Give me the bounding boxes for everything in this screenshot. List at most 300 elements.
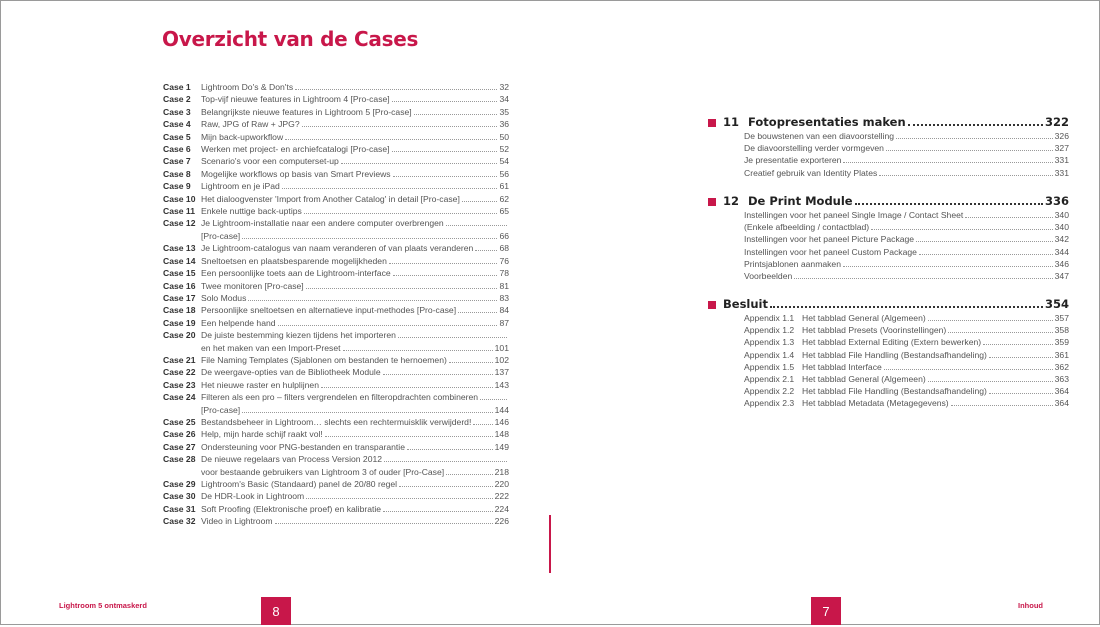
case-title: Het nieuwe raster en hulplijnen <box>201 379 319 390</box>
entry-page: 364 <box>1054 386 1069 397</box>
entry-page: 326 <box>1054 131 1069 141</box>
case-line <box>201 205 509 217</box>
case-entry <box>163 193 509 205</box>
case-list <box>163 81 509 528</box>
entry-title: Het tabblad Interface <box>802 361 882 372</box>
entry-page: 358 <box>1054 325 1069 336</box>
case-title: De nieuwe regelaars van Process Version 2012 <box>201 454 383 465</box>
case-label: Case 6 <box>163 144 191 155</box>
case-line <box>201 379 509 391</box>
chapter-number: 11 <box>723 115 740 129</box>
center-divider <box>549 515 551 573</box>
case-entry <box>163 255 509 267</box>
entry-page: 344 <box>1054 246 1069 257</box>
case-body <box>201 441 509 453</box>
entry-page: 347 <box>1054 271 1069 282</box>
toc-entry <box>708 209 1069 221</box>
case-title: Lightroom Do's & Don'ts <box>201 82 294 92</box>
case-line <box>201 404 509 416</box>
case-title: Ondersteuning voor PNG-bestanden en transparantie <box>201 441 405 452</box>
case-line <box>201 428 509 440</box>
case-entry <box>163 329 509 354</box>
dot-leader <box>389 263 498 264</box>
case-entry <box>163 304 509 316</box>
dot-leader <box>242 238 497 239</box>
case-line <box>201 441 509 453</box>
case-page: 62 <box>499 193 509 204</box>
chapter-block <box>708 297 1069 410</box>
case-body <box>201 267 509 279</box>
dot-leader <box>462 201 498 202</box>
case-body <box>201 416 509 428</box>
toc-entry <box>708 324 1069 336</box>
case-entry <box>163 205 509 217</box>
case-title: [Pro-case] <box>201 230 241 241</box>
dot-leader <box>343 350 493 351</box>
case-body <box>201 242 509 254</box>
case-title: De HDR-Look in Lightroom <box>201 491 305 502</box>
toc-entry <box>708 397 1069 409</box>
dot-leader <box>928 381 1053 382</box>
case-body <box>201 155 509 167</box>
case-label: Case 26 <box>163 429 196 440</box>
case-body <box>201 292 509 304</box>
case-line <box>201 490 509 502</box>
entry-page: 361 <box>1054 349 1069 360</box>
case-page: 144 <box>494 404 509 415</box>
chapter-page: 354 <box>1044 297 1069 311</box>
case-page: 220 <box>494 479 509 489</box>
case-body <box>201 255 509 267</box>
entry-page: 364 <box>1054 398 1069 409</box>
dot-leader <box>480 399 507 400</box>
case-page: 137 <box>494 367 509 378</box>
entry-page: 359 <box>1054 337 1069 348</box>
dot-leader <box>989 357 1053 358</box>
chapter-number: 12 <box>723 194 740 208</box>
case-title: Lightroom's Basic (Standaard) panel de 20/80 regel <box>201 479 398 489</box>
case-line <box>201 292 509 304</box>
dot-leader <box>306 498 492 499</box>
case-entry <box>163 93 509 105</box>
case-title: Werken met project- en archiefcatalogi [Pro-case] <box>201 144 390 155</box>
case-entry <box>163 428 509 440</box>
case-page: 81 <box>499 280 509 291</box>
case-title: Filteren als een pro – filters vergrendelen en filteropdrachten combineren <box>201 392 479 403</box>
entry-title: Het tabblad External Editing (Extern bewerken) <box>802 337 982 348</box>
dot-leader <box>446 225 507 226</box>
dot-leader <box>341 163 498 164</box>
entry-title: Instellingen voor het paneel Picture Package <box>744 234 915 245</box>
toc-entry <box>708 130 1069 142</box>
chapter-title: Fotopresentaties maken <box>748 115 906 129</box>
dot-leader <box>989 393 1053 394</box>
dot-leader <box>884 369 1053 370</box>
appendix-label: Appendix 1.5 <box>744 361 795 372</box>
case-line <box>201 515 509 527</box>
dot-leader <box>794 278 1052 279</box>
toc-entry <box>708 142 1069 154</box>
dot-leader <box>908 124 1043 126</box>
dot-leader <box>475 250 497 251</box>
dot-leader <box>407 449 493 450</box>
entry-title: Printsjablonen aanmaken <box>744 258 841 269</box>
toc-entry <box>708 349 1069 361</box>
case-page: 50 <box>499 131 509 142</box>
case-entry <box>163 490 509 502</box>
case-line <box>201 168 509 180</box>
case-label: Case 17 <box>163 292 196 303</box>
case-entry <box>163 131 509 143</box>
bullet-square <box>708 301 716 309</box>
case-body <box>201 515 509 527</box>
dot-leader <box>325 436 493 437</box>
dot-leader <box>965 217 1052 218</box>
left-page-number: 8 <box>261 597 291 625</box>
dot-leader <box>383 374 493 375</box>
case-label: Case 24 <box>163 392 196 403</box>
case-body <box>201 453 509 478</box>
case-line <box>201 280 509 292</box>
case-line <box>201 354 509 366</box>
chapter-heading <box>708 115 1069 130</box>
case-page: 54 <box>499 156 509 167</box>
case-body <box>201 503 509 515</box>
dot-leader <box>304 213 498 214</box>
case-title: Scenario's voor een computerset-up <box>201 156 339 167</box>
case-title: Help, mijn harde schijf raakt vol! <box>201 429 323 440</box>
entry-page: 362 <box>1054 361 1069 372</box>
case-entry <box>163 441 509 453</box>
toc-entry <box>708 385 1069 397</box>
case-page: 149 <box>494 441 509 452</box>
case-page: 78 <box>499 268 509 279</box>
case-line <box>201 155 509 167</box>
entry-page: 342 <box>1054 234 1069 245</box>
case-entry <box>163 515 509 527</box>
case-page: 34 <box>499 94 509 105</box>
dot-leader <box>855 203 1043 205</box>
case-line <box>201 242 509 254</box>
case-label: Case 14 <box>163 255 196 266</box>
case-line <box>201 466 509 478</box>
entry-title: Je presentatie exporteren <box>744 155 842 166</box>
case-entry <box>163 317 509 329</box>
chapter-heading <box>708 194 1069 209</box>
case-entry <box>163 242 509 254</box>
dot-leader <box>919 254 1053 255</box>
case-label: Case 31 <box>163 503 196 514</box>
case-entry <box>163 267 509 279</box>
case-title: Raw, JPG of Raw + JPG? <box>201 119 300 130</box>
case-line <box>201 342 509 354</box>
case-page: 68 <box>499 243 509 254</box>
appendix-label: Appendix 1.2 <box>744 325 795 336</box>
entry-page: 346 <box>1054 258 1069 269</box>
toc-entry <box>708 167 1069 179</box>
case-title: Soft Proofing (Elektronische proef) en kalibratie <box>201 503 382 514</box>
case-title: Video in Lightroom <box>201 516 273 527</box>
dot-leader <box>983 344 1053 345</box>
entry-title: Het tabblad File Handling (Bestandsafhandeling) <box>802 349 987 360</box>
case-page: 61 <box>499 181 509 192</box>
dot-leader <box>458 312 497 313</box>
case-body <box>201 131 509 143</box>
dot-leader <box>951 405 1053 406</box>
case-body <box>201 490 509 502</box>
case-title: voor bestaande gebruikers van Lightroom 3 of ouder [Pro-Case] <box>201 466 445 477</box>
case-label: Case 20 <box>163 330 196 341</box>
case-entry <box>163 81 509 93</box>
case-title: [Pro-case] <box>201 404 241 415</box>
bullet-square <box>708 119 716 127</box>
dot-leader <box>446 474 493 475</box>
entry-title: Het tabblad Presets (Voorinstellingen) <box>802 325 947 336</box>
case-line <box>201 453 509 465</box>
case-label: Case 19 <box>163 317 196 328</box>
case-body <box>201 118 509 130</box>
right-page-number: 7 <box>811 597 841 625</box>
case-label: Case 7 <box>163 156 191 167</box>
case-label: Case 21 <box>163 354 196 365</box>
chapter-page: 322 <box>1044 115 1069 129</box>
case-page: 87 <box>499 317 509 328</box>
dot-leader <box>886 150 1053 151</box>
case-entry <box>163 292 509 304</box>
dot-leader <box>393 176 498 177</box>
dot-leader <box>843 266 1053 267</box>
case-entry <box>163 180 509 192</box>
dot-leader <box>414 114 498 115</box>
case-title: Lightroom en je iPad <box>201 181 280 192</box>
dot-leader <box>278 325 498 326</box>
case-line <box>201 416 509 428</box>
dot-leader <box>275 523 493 524</box>
case-page: 84 <box>499 305 509 316</box>
case-page: 65 <box>499 206 509 217</box>
appendix-label: Appendix 1.3 <box>744 337 795 348</box>
case-label: Case 16 <box>163 280 196 291</box>
entry-title: Het tabblad General (Algemeen) <box>802 374 926 385</box>
case-label: Case 3 <box>163 106 191 117</box>
toc-entry <box>708 336 1069 348</box>
case-label: Case 5 <box>163 131 191 142</box>
entry-title: Instellingen voor het paneel Custom Package <box>744 246 917 257</box>
case-body <box>201 217 509 242</box>
case-line <box>201 217 509 229</box>
chapter-page: 336 <box>1044 194 1069 208</box>
case-label: Case 28 <box>163 454 196 465</box>
case-body <box>201 478 509 490</box>
case-page: 146 <box>494 416 509 427</box>
case-title: De weergave-opties van de Bibliotheek Module <box>201 367 381 378</box>
entry-page: 340 <box>1054 222 1069 233</box>
case-body <box>201 81 509 93</box>
case-label: Case 25 <box>163 416 196 427</box>
appendix-label: Appendix 2.3 <box>744 398 795 409</box>
case-body <box>201 304 509 316</box>
dot-leader <box>248 300 497 301</box>
case-entry <box>163 217 509 242</box>
case-title: Belangrijkste nieuwe features in Lightroom 5 [Pro-case] <box>201 106 412 117</box>
case-title: Een persoonlijke toets aan de Lightroom-interface <box>201 268 391 279</box>
case-body <box>201 106 509 118</box>
toc-entry <box>708 221 1069 233</box>
case-line <box>201 193 509 205</box>
case-body <box>201 379 509 391</box>
case-title: File Naming Templates (Sjablonen om bestanden te hernoemen) <box>201 354 447 365</box>
case-label: Case 9 <box>163 181 191 192</box>
case-page: 76 <box>499 255 509 266</box>
case-title: Een helpende hand <box>201 317 276 328</box>
case-label: Case 32 <box>163 516 196 527</box>
chapter-heading <box>708 297 1069 312</box>
case-page: 222 <box>494 491 509 502</box>
case-label: Case 8 <box>163 168 191 179</box>
case-line <box>201 230 509 242</box>
case-line <box>201 366 509 378</box>
case-title: Je Lightroom-catalogus van naam veranderen of van plaats veranderen <box>201 243 474 254</box>
case-title: Het dialoogvenster 'Import from Another Catalog' in detail [Pro-case] <box>201 193 460 204</box>
case-title: Mijn back-upworkflow <box>201 131 284 142</box>
case-page: 36 <box>499 119 509 130</box>
case-label: Case 1 <box>163 82 191 92</box>
dot-leader <box>398 337 507 338</box>
case-title: Enkele nuttige back-uptips <box>201 206 302 217</box>
dot-leader <box>285 139 497 140</box>
case-line <box>201 503 509 515</box>
case-label: Case 12 <box>163 218 196 229</box>
case-title: Je Lightroom-installatie naar een andere computer overbrengen <box>201 218 444 229</box>
case-line <box>201 118 509 130</box>
case-page: 218 <box>494 466 509 477</box>
dot-leader <box>948 332 1052 333</box>
entry-title: (Enkele afbeelding / contactblad) <box>744 222 870 233</box>
case-body <box>201 280 509 292</box>
dot-leader <box>242 412 492 413</box>
chapter-block <box>708 194 1069 282</box>
dot-leader <box>295 89 497 90</box>
entry-title: Het tabblad Metadata (Metagegevens) <box>802 398 949 409</box>
dot-leader <box>843 162 1052 163</box>
case-page: 102 <box>494 354 509 365</box>
footer-book-title: Lightroom 5 ontmaskerd <box>59 601 147 610</box>
toc-entry <box>708 154 1069 166</box>
entry-title: De bouwstenen van een diavoorstelling <box>744 131 895 141</box>
case-line <box>201 478 509 490</box>
case-body <box>201 180 509 192</box>
case-title: en het maken van een Import-Preset <box>201 342 341 353</box>
dot-leader <box>896 138 1053 139</box>
footer-section-title: Inhoud <box>1018 601 1043 610</box>
case-line <box>201 106 509 118</box>
toc-entry <box>708 258 1069 270</box>
dot-leader <box>916 241 1053 242</box>
case-page: 32 <box>499 82 509 92</box>
case-title: Twee monitoren [Pro-case] <box>201 280 304 291</box>
entry-title: De diavoorstelling verder vormgeven <box>744 143 884 154</box>
appendix-label: Appendix 1.4 <box>744 349 795 360</box>
dot-leader <box>392 151 498 152</box>
entry-title: Voorbeelden <box>744 271 793 282</box>
case-body <box>201 317 509 329</box>
appendix-label: Appendix 1.1 <box>744 313 795 323</box>
case-entry <box>163 478 509 490</box>
case-entry <box>163 503 509 515</box>
case-body <box>201 143 509 155</box>
case-body <box>201 168 509 180</box>
case-label: Case 13 <box>163 243 196 254</box>
dot-leader <box>399 486 493 487</box>
toc-entry <box>708 233 1069 245</box>
case-entry <box>163 155 509 167</box>
case-body <box>201 366 509 378</box>
case-title: Bestandsbeheer in Lightroom… slechts een rechtermuisklik verwijderd! <box>201 416 472 427</box>
dot-leader <box>473 424 492 425</box>
dot-leader <box>393 275 498 276</box>
case-line <box>201 81 509 93</box>
entry-title: Het tabblad File Handling (Bestandsafhandeling) <box>802 386 987 397</box>
case-page: 52 <box>499 144 509 155</box>
appendix-label: Appendix 2.2 <box>744 386 795 397</box>
entry-page: 340 <box>1054 210 1069 220</box>
toc-entry <box>708 270 1069 282</box>
case-title: De juiste bestemming kiezen tijdens het importeren <box>201 330 396 341</box>
case-label: Case 2 <box>163 94 191 105</box>
case-entry <box>163 366 509 378</box>
case-body <box>201 428 509 440</box>
bullet-square <box>708 198 716 206</box>
dot-leader <box>306 288 498 289</box>
toc-entry <box>708 246 1069 258</box>
case-entry <box>163 118 509 130</box>
case-line <box>201 131 509 143</box>
case-label: Case 18 <box>163 305 196 316</box>
case-entry <box>163 106 509 118</box>
case-label: Case 30 <box>163 491 196 502</box>
dot-leader <box>392 101 498 102</box>
case-line <box>201 180 509 192</box>
case-entry <box>163 453 509 478</box>
case-body <box>201 205 509 217</box>
case-label: Case 27 <box>163 441 196 452</box>
case-label: Case 29 <box>163 479 196 489</box>
case-title: Solo Modus <box>201 292 247 303</box>
dot-leader <box>383 511 493 512</box>
case-body <box>201 329 509 354</box>
dot-leader <box>282 188 498 189</box>
entry-page: 331 <box>1054 155 1069 166</box>
case-entry <box>163 416 509 428</box>
dot-leader <box>871 229 1052 230</box>
case-label: Case 23 <box>163 379 196 390</box>
toc-entry <box>708 373 1069 385</box>
entry-page: 357 <box>1054 313 1069 323</box>
case-entry <box>163 143 509 155</box>
dot-leader <box>321 387 493 388</box>
case-entry <box>163 168 509 180</box>
case-line <box>201 391 509 403</box>
case-body <box>201 354 509 366</box>
entry-page: 327 <box>1054 143 1069 154</box>
case-entry <box>163 354 509 366</box>
case-line <box>201 143 509 155</box>
dot-leader <box>770 306 1043 308</box>
case-page: 101 <box>494 342 509 353</box>
case-line <box>201 93 509 105</box>
entry-page: 331 <box>1054 167 1069 178</box>
case-page: 83 <box>499 292 509 303</box>
